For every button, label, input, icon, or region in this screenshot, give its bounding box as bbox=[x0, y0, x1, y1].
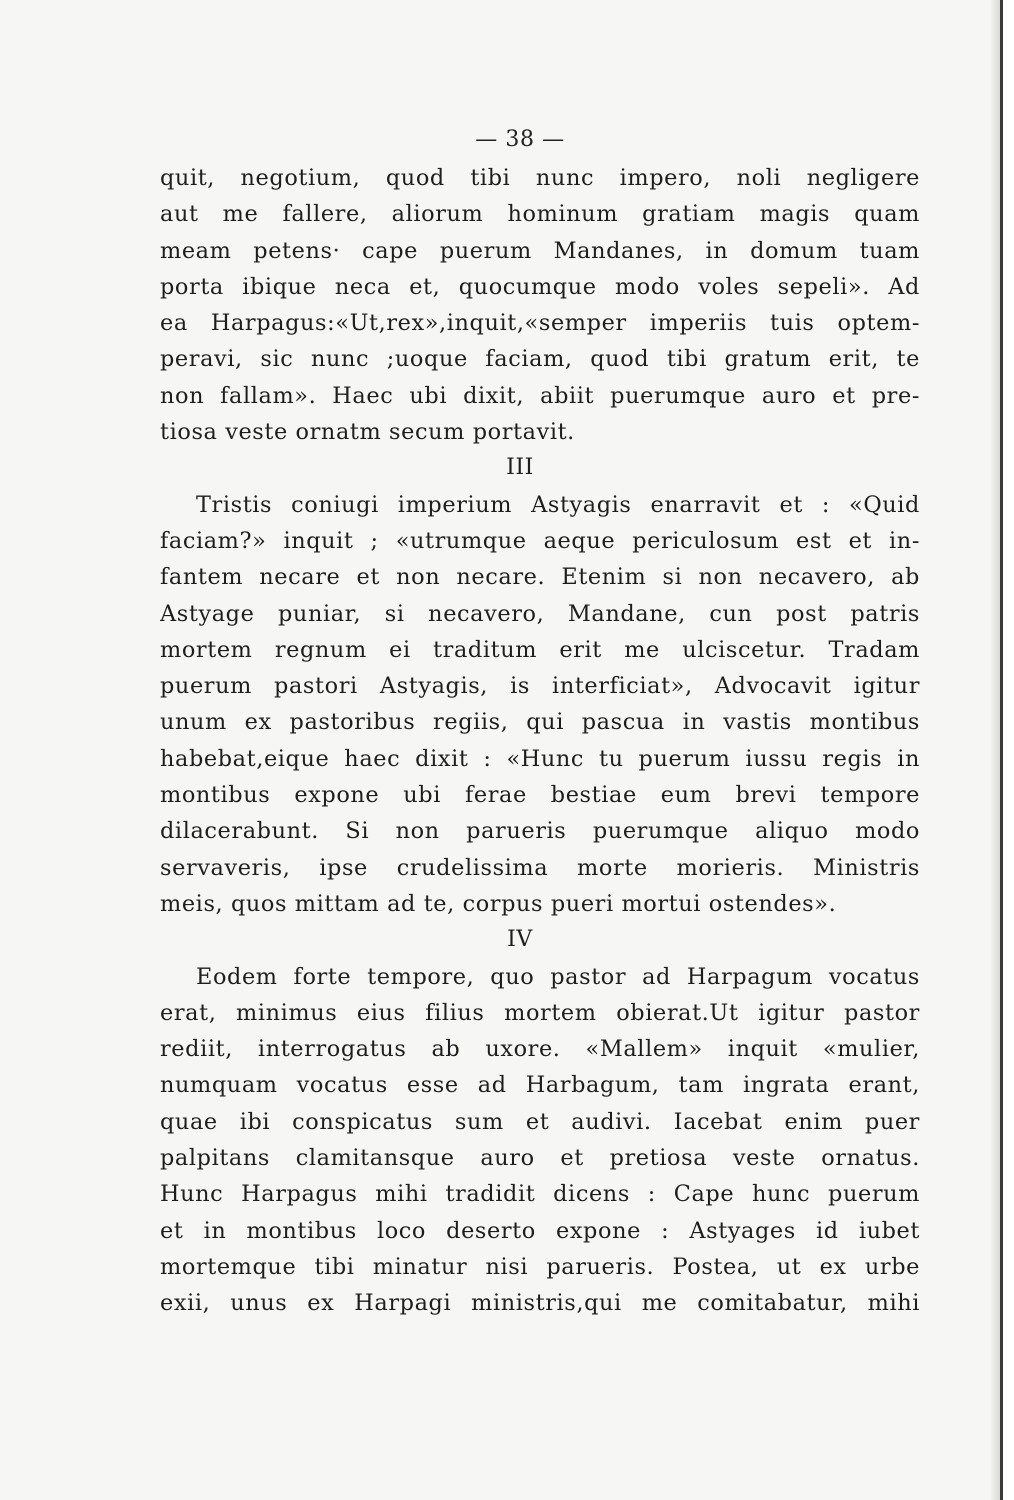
text-line: non fallam». Haec ubi dixit, abiit puerumque auro et pre- bbox=[160, 382, 920, 409]
text-line: aut me fallere, aliorum hominum gratiam magis quam bbox=[160, 201, 920, 228]
text-line: quit, negotium, quod tibi nunc impero, noli negligere bbox=[160, 165, 920, 191]
text-line: montibus expone ubi ferae bestiae eum brevi tempore bbox=[160, 782, 920, 809]
section-heading-iii: III bbox=[506, 455, 534, 481]
section-heading-iv: IV bbox=[507, 927, 533, 953]
page-edge-shadow bbox=[990, 0, 1000, 1500]
text-line: peravi, sic nunc ;uoque faciam, quod tibi gratum erit, te bbox=[160, 346, 920, 373]
text-line: rediit, interrogatus ab uxore. «Mallem» inquit «mulier, bbox=[160, 1036, 920, 1063]
text-line: Eodem forte tempore, quo pastor ad Harpagum vocatus bbox=[196, 963, 920, 990]
text-line: fantem necare et non necare. Etenim si non necavero, ab bbox=[160, 564, 920, 591]
text-line: porta ibique neca et, quocumque modo voles sepeli». Ad bbox=[160, 273, 920, 300]
text-line: Astyage puniar, si necavero, Mandane, cun post patris bbox=[160, 600, 920, 627]
text-line: exii, unus ex Harpagi ministris,qui me comitabatur, mihi bbox=[160, 1290, 920, 1317]
text-line: habebat,eique haec dixit : «Hunc tu puerum iussu regis in bbox=[160, 745, 920, 772]
text-line: quae ibi conspicatus sum et audivi. Iacebat enim puer bbox=[160, 1108, 920, 1135]
text-line: meam petens· cape puerum Mandanes, in domum tuam bbox=[160, 237, 920, 264]
page-edge bbox=[1000, 0, 1003, 1500]
text-line: erat, minimus eius filius mortem obierat.Ut igitur pastor bbox=[160, 999, 920, 1026]
text-line: mortemque tibi minatur nisi parueris. Postea, ut ex urbe bbox=[160, 1253, 920, 1280]
text-line: ea Harpagus:«Ut,rex»,inquit,«semper imperiis tuis optem- bbox=[160, 310, 920, 337]
text-line: meis, quos mittam ad te, corpus pueri mortui ostendes». bbox=[160, 890, 837, 917]
text-line: et in montibus loco deserto expone : Astyages id iubet bbox=[160, 1217, 920, 1244]
text-line: puerum pastori Astyagis, is interficiat», Advocavit igitur bbox=[160, 673, 920, 700]
text-block bbox=[160, 120, 920, 1322]
text-line: Tristis coniugi imperium Astyagis enarravit et : «Quid bbox=[196, 491, 920, 518]
text-line: dilacerabunt. Si non parueris puerumque aliquo modo bbox=[160, 818, 920, 845]
page-number: — 38 — bbox=[475, 127, 565, 152]
text-line: palpitans clamitansque auro et pretiosa veste ornatus. bbox=[160, 1145, 920, 1172]
text-line: numquam vocatus esse ad Harbagum, tam ingrata erant, bbox=[160, 1072, 920, 1099]
text-line: mortem regnum ei traditum erit me ulciscetur. Tradam bbox=[160, 636, 920, 663]
text-line: servaveris, ipse crudelissima morte morieris. Ministris bbox=[160, 854, 920, 881]
paragraph-section-iv bbox=[160, 959, 920, 1322]
text-line: Hunc Harpagus mihi tradidit dicens : Cape hunc puerum bbox=[160, 1181, 920, 1208]
paragraph-section-iii bbox=[160, 487, 920, 923]
text-line: faciam?» inquit ; «utrumque aeque periculosum est et in- bbox=[160, 527, 920, 554]
text-line: unum ex pastoribus regiis, qui pascua in vastis montibus bbox=[160, 709, 920, 736]
paragraph-1 bbox=[160, 160, 920, 450]
text-line: tiosa veste ornatm secum portavit. bbox=[160, 419, 575, 446]
